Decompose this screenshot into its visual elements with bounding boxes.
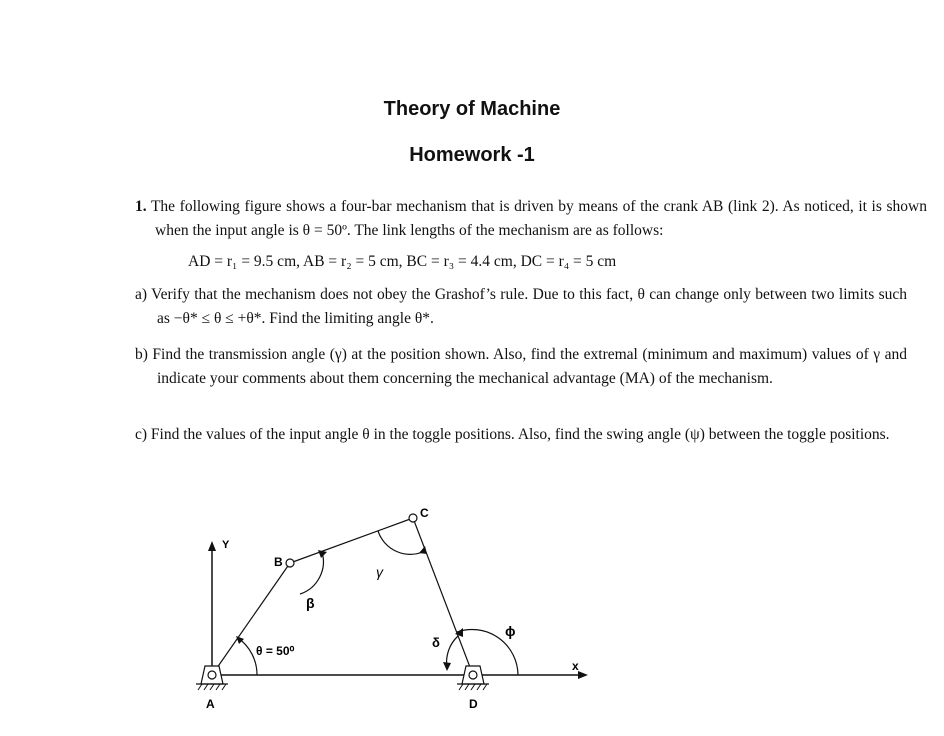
delta-arrow [443, 662, 451, 671]
joint-c [409, 514, 417, 522]
ground-pivot-d [457, 666, 489, 690]
page-title: Theory of Machine [383, 98, 561, 120]
theta-arc [238, 638, 257, 675]
link-ab [212, 563, 290, 675]
label-c: C [420, 506, 429, 520]
label-b: B [274, 555, 283, 569]
problem-number: 1. [135, 198, 147, 215]
theta-label: θ = 50⁰ [256, 644, 295, 658]
four-bar-mechanism-figure [180, 495, 610, 720]
part-a-text: a) Verify that the mechanism does not obey the Grashof’s rule. Due to this fact, θ can change only between two limits such as −θ* ≤ θ ≤ +θ*. Find the limiting angle θ*. [135, 286, 907, 327]
y-axis-arrow [208, 541, 216, 551]
ground-pivot-a [196, 666, 228, 690]
part-b [135, 343, 907, 391]
link-cd [413, 518, 473, 675]
part-c-text: c) Find the values of the input angle θ in the toggle positions. Also, find the swing angle (ψ) between the toggle positions. [135, 426, 890, 443]
theta-arrow [236, 636, 244, 644]
page-subtitle: Homework -1 [409, 144, 535, 166]
gamma-arrow [419, 546, 427, 554]
gamma-label: γ [376, 564, 383, 580]
x-axis-arrow [578, 671, 588, 679]
part-b-text: b) Find the transmission angle (γ) at the position shown. Also, find the extremal (minimum and maximum) values of γ and indicate your comments about them concerning the mechanical advantage (MA) of the mechanism. [135, 346, 907, 387]
y-axis-label: Y [222, 539, 230, 551]
problem-intro [135, 195, 927, 243]
phi-label: ϕ [505, 623, 516, 639]
link-lengths: AD = r₁ = 9.5 cm, AB = r₂ = 5 cm, BC = r₃ = 4.4 cm, DC = r₄ = 5 cm [188, 253, 617, 270]
label-a: A [206, 697, 215, 711]
problem-intro-text: The following figure shows a four-bar mechanism that is driven by means of the crank AB (link 2). As noticed, it is shown when the input angle is θ = 50º. The link lengths of the mechanism are as follows: [150, 198, 927, 239]
part-c [135, 423, 907, 447]
label-d: D [469, 697, 478, 711]
beta-label: β [306, 595, 315, 611]
joint-b [286, 559, 294, 567]
x-axis-label: x [572, 659, 579, 673]
link-bc [290, 518, 413, 563]
part-a [135, 283, 907, 331]
delta-label: δ [432, 635, 440, 650]
gamma-arc [378, 531, 425, 554]
